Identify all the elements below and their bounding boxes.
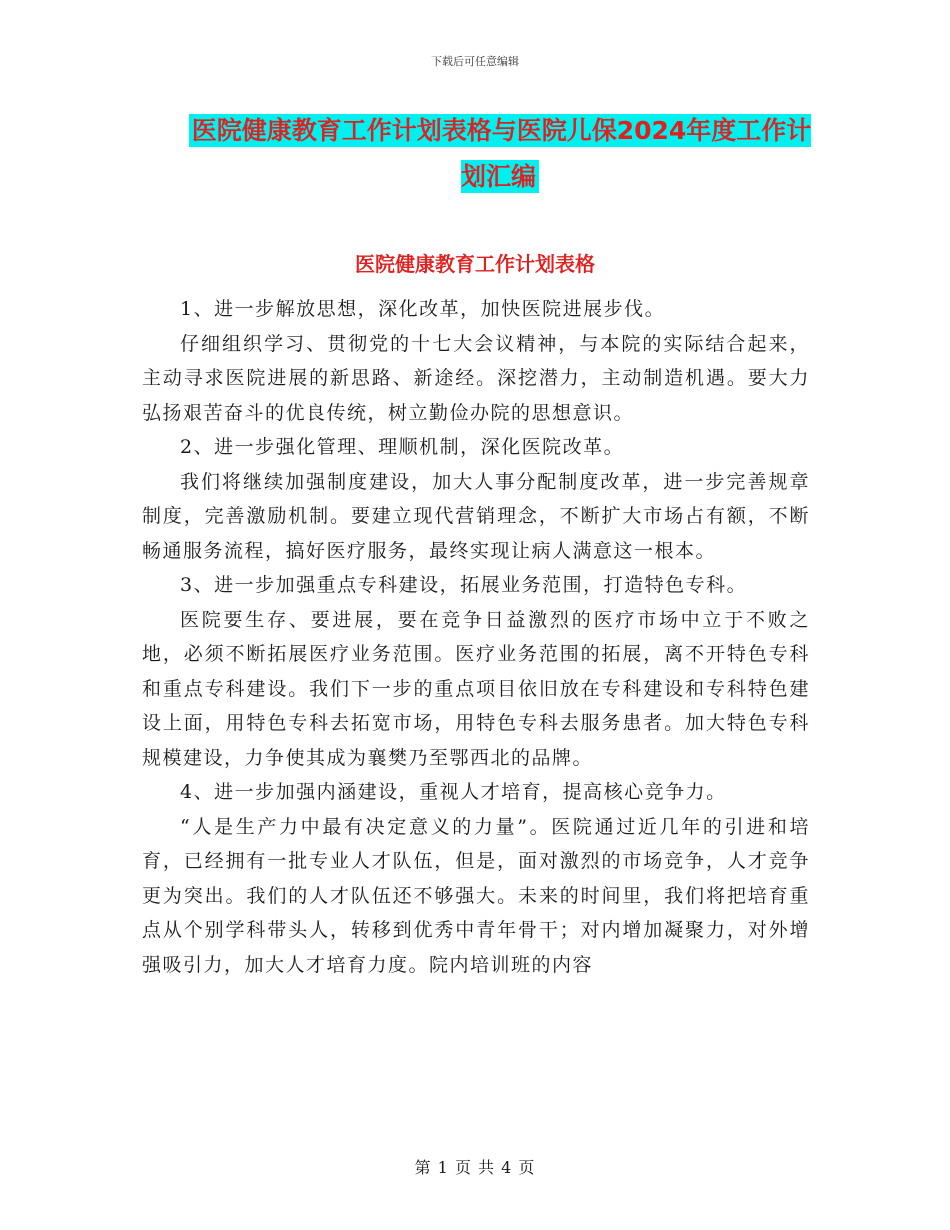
section-title: 医院健康教育工作计划表格 (355, 252, 595, 276)
paragraph-heading-4: 4、进一步加强内涵建设，重视人才培育，提高核心竞争力。 (180, 781, 727, 803)
paragraph-heading-3: 3、进一步加强重点专科建设，拓展业务范围，打造特色专科。 (180, 574, 748, 596)
paragraph-heading-1: 1、进一步解放思想，深化改革，加快医院进展步伐。 (180, 298, 666, 320)
paragraph: 我们将继续加强制度建设，加大人事分配制度改革，进一步完善规章制度，完善激励机制。要建立现代营销理念，不断扩大市场占有额，不断畅通服务流程，搞好医疗服务，最终实现让病人满意这一根本。 (142, 470, 810, 562)
document-title-text: 医院健康教育工作计划表格与医院儿保2024年度工作计划汇编 (189, 114, 812, 193)
document-title (185, 108, 815, 200)
header-note: 下载后可任意编辑 (431, 55, 519, 68)
paragraph-heading-2: 2、进一步强化管理、理顺机制，深化医院改革。 (180, 436, 625, 458)
body-text (142, 292, 810, 982)
page-footer: 第 1 页 共 4 页 (414, 1158, 536, 1177)
paragraph: “人是生产力中最有决定意义的力量”。医院通过近几年的引进和培育，已经拥有一批专业人才队伍，但是，面对激烈的市场竞争，人才竞争更为突出。我们的人才队伍还不够强大。未来的时间里，我们将把培育重点从个别学科带头人，转移到优秀中青年骨干；对内增加凝聚力，对外增强吸引力，加大人才培育力度。院内培训班的内容 (142, 815, 810, 976)
paragraph: 医院要生存、要进展，要在竞争日益激烈的医疗市场中立于不败之地，必须不断拓展医疗业务范围。医疗业务范围的拓展，离不开特色专科和重点专科建设。我们下一步的重点项目依旧放在专科建设和专科特色建设上面，用特色专科去拓宽市场，用特色专科去服务患者。加大特色专科规模建设，力争使其成为襄樊乃至鄂西北的品牌。 (142, 608, 810, 769)
paragraph: 仔细组织学习、贯彻党的十七大会议精神，与本院的实际结合起来，主动寻求医院进展的新思路、新途经。深挖潜力，主动制造机遇。要大力弘扬艰苦奋斗的优良传统，树立勤俭办院的思想意识。 (142, 332, 810, 424)
